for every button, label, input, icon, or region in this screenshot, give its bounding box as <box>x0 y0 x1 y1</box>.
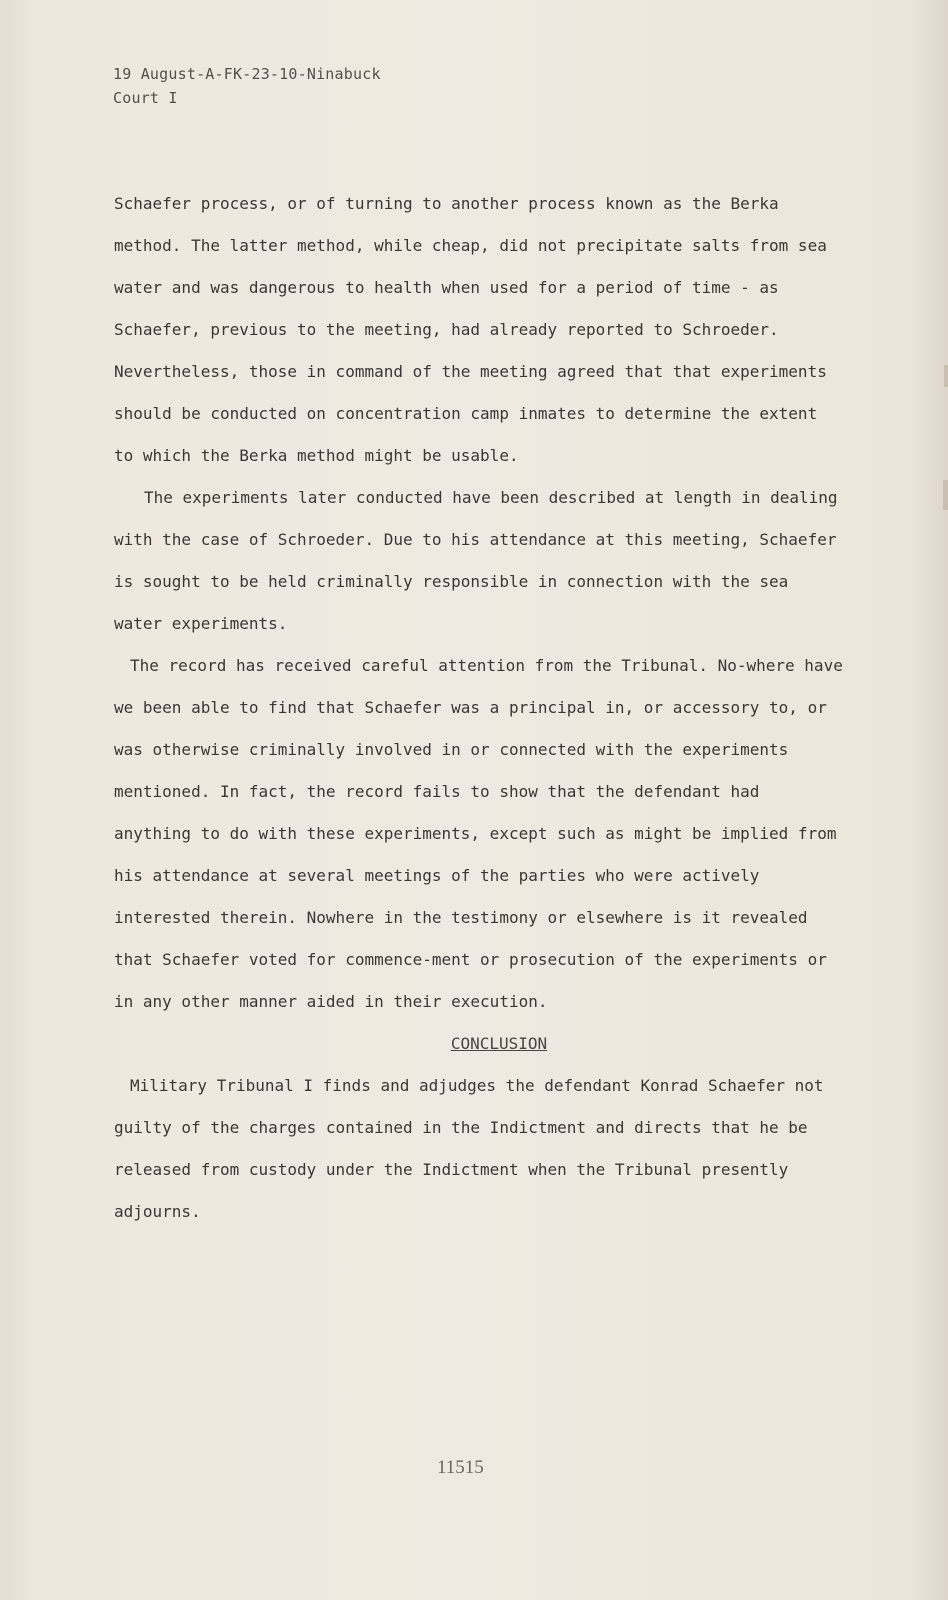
conclusion-heading: CONCLUSION <box>450 1034 548 1053</box>
paragraph-tribunal-findings: The record has received careful attention from the Tribunal. No-where have we been able to find that Schaefer was a principal in, or accessory to, or was otherwise criminally involved in or connected with the experiments mentioned. In fact, the record fails to show that the defendant had anything to do with these experiments, except such as might be implied from his attendance at several meetings of the parties who were actively interested therein. Nowhere in the testimony or elsewhere is it revealed that Schaefer voted for commence-ment or prosecution of the experiments or in any other manner aided in their execution. <box>114 656 843 1011</box>
paragraph-berka-method: Schaefer process, or of turning to another process known as the Berka method. The latter method, while cheap, did not precipitate salts from sea water and was dangerous to health when used for a period of time - as Schaefer, previous to the meeting, had already reported to Schroeder. Nevertheless, those in command of the meeting agreed that that experiments should be conducted on concentration camp inmates to determine the extent to which the Berka method might be usable. <box>114 194 827 465</box>
page-number: 11515 <box>437 1457 484 1478</box>
paper-edge-mark <box>944 365 948 387</box>
paper-edge-mark <box>943 480 948 510</box>
paragraph-experiments: The experiments later conducted have been described at length in dealing with the case of Schroeder. Due to his attendance at this meeting, Schaefer is sought to be held criminally responsible in connection with the sea water experiments. <box>114 488 838 633</box>
header-reference: 19 August-A-FK-23-10-Ninabuck <box>113 65 381 83</box>
document-body <box>114 183 844 1233</box>
header-court: Court I <box>113 89 178 107</box>
conclusion-paragraph: Military Tribunal I finds and adjudges the defendant Konrad Schaefer not guilty of the charges contained in the Indictment and directs that he be released from custody under the Indictment when the Tribunal presently adjourns. <box>114 1076 824 1221</box>
document-header <box>113 62 381 110</box>
